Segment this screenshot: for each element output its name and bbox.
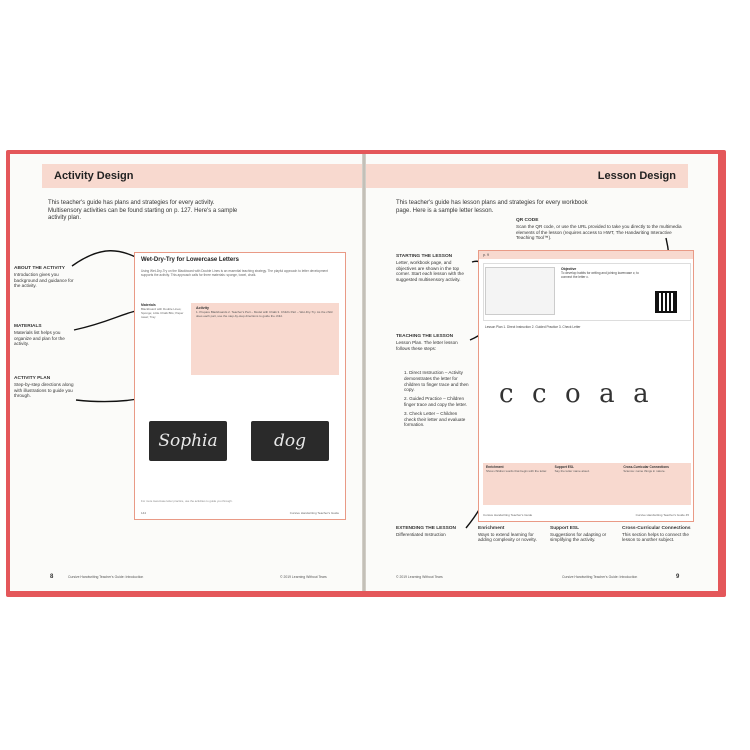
lesson-plan-text: Lesson Plan 1. Direct Instruction 2. Guided Practice 3. Check Letter [485, 325, 581, 329]
right-runner: Cursive Handwriting Teacher's Guide: Introduction [562, 575, 638, 579]
letter-model: o [565, 379, 581, 409]
callout-text: Introduction gives you background and guidance for the activity. [14, 271, 74, 289]
bottom-cross-curricular [622, 526, 694, 543]
callout-title: ACTIVITY PLAN [14, 376, 51, 381]
sample-title: Wet-Dry-Try for Lowercase Letters [141, 257, 239, 263]
letter-model: a [633, 379, 649, 409]
bottom-text: This section helps to connect the lesson to another subject. [622, 531, 689, 543]
ext-title: Support ESL [554, 465, 574, 469]
sample-running-head: Cursive Handwriting Teacher's Guide [289, 511, 339, 515]
differentiated-instruction-box [483, 463, 691, 505]
materials-list: Blackboard with Double Lines; Sponge; Little Chalk Bits; Paper towel; Tray [141, 307, 184, 319]
callout-title: EXTENDING THE LESSON [396, 526, 456, 531]
letter-model: c [532, 379, 547, 409]
book-spread [6, 150, 726, 597]
left-intro: This teacher's guide has plans and strategies for every activity. Multisensory activities can be found starting on p. 127. Here's a sample activity plan. [48, 200, 238, 221]
left-runner: Cursive Handwriting Teacher's Guide: Introduction [68, 575, 144, 579]
activity-title: Activity [196, 306, 209, 310]
chalkboard-sophia [149, 421, 227, 461]
left-page-number: 8 [50, 574, 54, 580]
chalkboard-dog [251, 421, 329, 461]
bottom-enrichment [478, 526, 542, 543]
left-banner-title: Activity Design [54, 170, 134, 182]
callout-text: Step-by-step directions along with illustrations to guide you through. [14, 381, 74, 399]
ext-title: Cross-Curricular Connections [623, 465, 669, 469]
left-page [10, 154, 362, 591]
letter-model: c [499, 379, 514, 409]
sample-lesson-page [478, 250, 694, 522]
letter-models [499, 379, 679, 407]
right-page-number: 9 [676, 574, 680, 580]
callout-text: Scan the QR code, or use the URL provided to take you directly to the multimedia elements of the lesson (requires access to HWT, The Handwriting Interactive Teaching Tool™). [516, 223, 682, 241]
sample-body: Using Wet-Dry-Try on the Blackboard with Double Lines is an essential teaching strategy. The playful approach to letter development supports the activity. This approach calls for three materials: sponge, towel, chalk. [141, 269, 328, 277]
bottom-text: Ways to extend learning for adding complexity or novelty. [478, 531, 537, 543]
objective-text: To develop habits for writing and joining lowercase c; to connect the letter c. [561, 271, 639, 279]
ext-title: Enrichment [486, 465, 504, 469]
letter-model: a [599, 379, 615, 409]
right-copyright: © 2019 Learning Without Tears [396, 575, 443, 579]
bottom-title: Enrichment [478, 526, 505, 531]
chalk-word: Sophia [158, 431, 218, 451]
left-copyright: © 2019 Learning Without Tears [280, 575, 327, 579]
sample-page-number: 144 [141, 511, 147, 515]
lesson-footer-right: Cursive Handwriting Teacher's Guide 45 [635, 513, 689, 517]
ext-cross-curricular [623, 466, 688, 502]
sample-footnote: For more lowercase letter practice, use the activities to guide you through. [141, 499, 233, 503]
right-page [366, 154, 718, 591]
right-banner-title: Lesson Design [597, 170, 676, 182]
ext-text: Say the letter name aloud. [554, 468, 590, 473]
activity-steps: 1. Prepare Blackboards 2. Teacher's Part – Model with Chalk 3. Child's Part – Wet-Dry-Try. As the child does each part, use the step-by-step directions to guide the child. [196, 310, 333, 318]
lesson-strip: p. 9 [479, 251, 693, 259]
bottom-support-esl [550, 526, 614, 543]
bottom-text: Suggestions for adapting or simplifying the activity. [550, 531, 607, 543]
callout-text: Lesson Plan. The letter lesson follows these steps: [396, 339, 458, 351]
callout-text: Letter, workbook page, and objectives are shown in the top corner. Start each lesson with the suggested multisensory activity. [396, 259, 464, 283]
right-intro: This teacher's guide has lesson plans and strategies for every workbook page. Here is a sample letter lesson. [396, 200, 588, 214]
bottom-title: Support ESL [550, 526, 580, 531]
materials-title: Materials [141, 303, 156, 307]
callout-title: ABOUT THE ACTIVITY [14, 266, 65, 271]
callout-text: Differentiated Instruction [396, 531, 446, 537]
step-check-letter: 3. Check Letter – Children check their letter and evaluate formation. [404, 410, 466, 428]
qr-code-icon [655, 291, 677, 313]
lesson-footer-left: Cursive Handwriting Teacher's Guide [483, 513, 533, 517]
workbook-thumbnail [485, 267, 555, 315]
sample-activity-plan [134, 252, 346, 520]
ext-enrichment [486, 466, 551, 502]
ext-support-esl [555, 466, 620, 502]
callout-title: STARTING THE LESSON [396, 254, 453, 259]
chalk-word: dog [274, 431, 306, 451]
ext-text: Show children words that begin with the letter. [486, 468, 548, 473]
callout-title: TEACHING THE LESSON [396, 334, 454, 339]
step-guided-practice: 2. Guided Practice – Children finger trace and copy the letter. [404, 396, 468, 407]
callout-text: Materials list helps you organize and plan for the activity. [14, 329, 65, 347]
callout-title: MATERIALS [14, 324, 42, 329]
materials-box [141, 303, 187, 353]
step-direct-instruction: 1. Direct Instruction – Activity demonstrates the letter for children to finger trace and then copy. [404, 370, 469, 393]
bottom-title: Cross-Curricular Connections [622, 526, 691, 531]
lesson-objective [561, 267, 641, 279]
objective-title: Objective [561, 267, 577, 271]
callout-title: QR CODE [516, 218, 539, 223]
ext-text: Science: name things in nature. [623, 468, 666, 473]
activity-box [191, 303, 339, 375]
